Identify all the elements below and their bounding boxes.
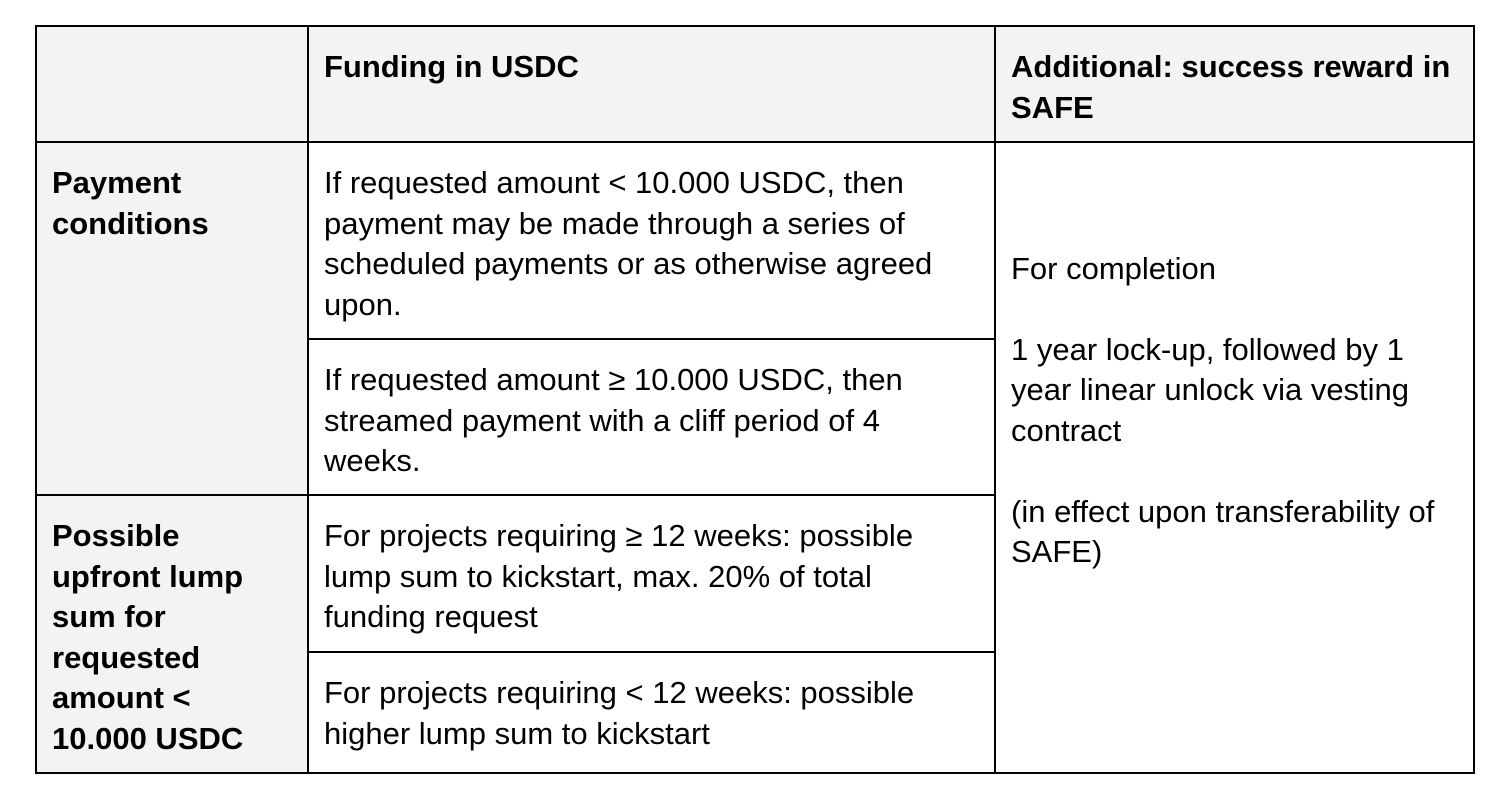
header-corner-cell [36,26,308,142]
payment-condition-large-amount: If requested amount ≥ 10.000 USDC, then streamed payment with a cliff period of 4 weeks. [308,339,995,495]
reward-completion-text: For completion [1011,250,1217,286]
header-funding-cell: Funding in USDC [308,26,995,142]
header-reward-cell: Additional: success reward in SAFE [995,26,1474,142]
table-row [36,142,1474,339]
table-header-row [36,26,1474,142]
upfront-lump-sum-label: Possible upfront lump sum for requested amount < 10.000 USDC [36,495,308,773]
reward-transferability-text: (in effect upon transferability of SAFE) [1011,493,1435,569]
funding-table [35,25,1475,774]
success-reward-cell [995,142,1474,773]
lump-sum-short-projects: For projects requiring < 12 weeks: possible higher lump sum to kickstart [308,652,995,773]
payment-condition-small-amount: If requested amount < 10.000 USDC, then payment may be made through a series of scheduled payments or as otherwise agreed upon. [308,142,995,339]
lump-sum-long-projects: For projects requiring ≥ 12 weeks: possible lump sum to kickstart, max. 20% of total funding request [308,495,995,652]
payment-conditions-label: Payment conditions [36,142,308,495]
reward-vesting-text: 1 year lock-up, followed by 1 year linear unlock via vesting contract [1011,331,1410,448]
